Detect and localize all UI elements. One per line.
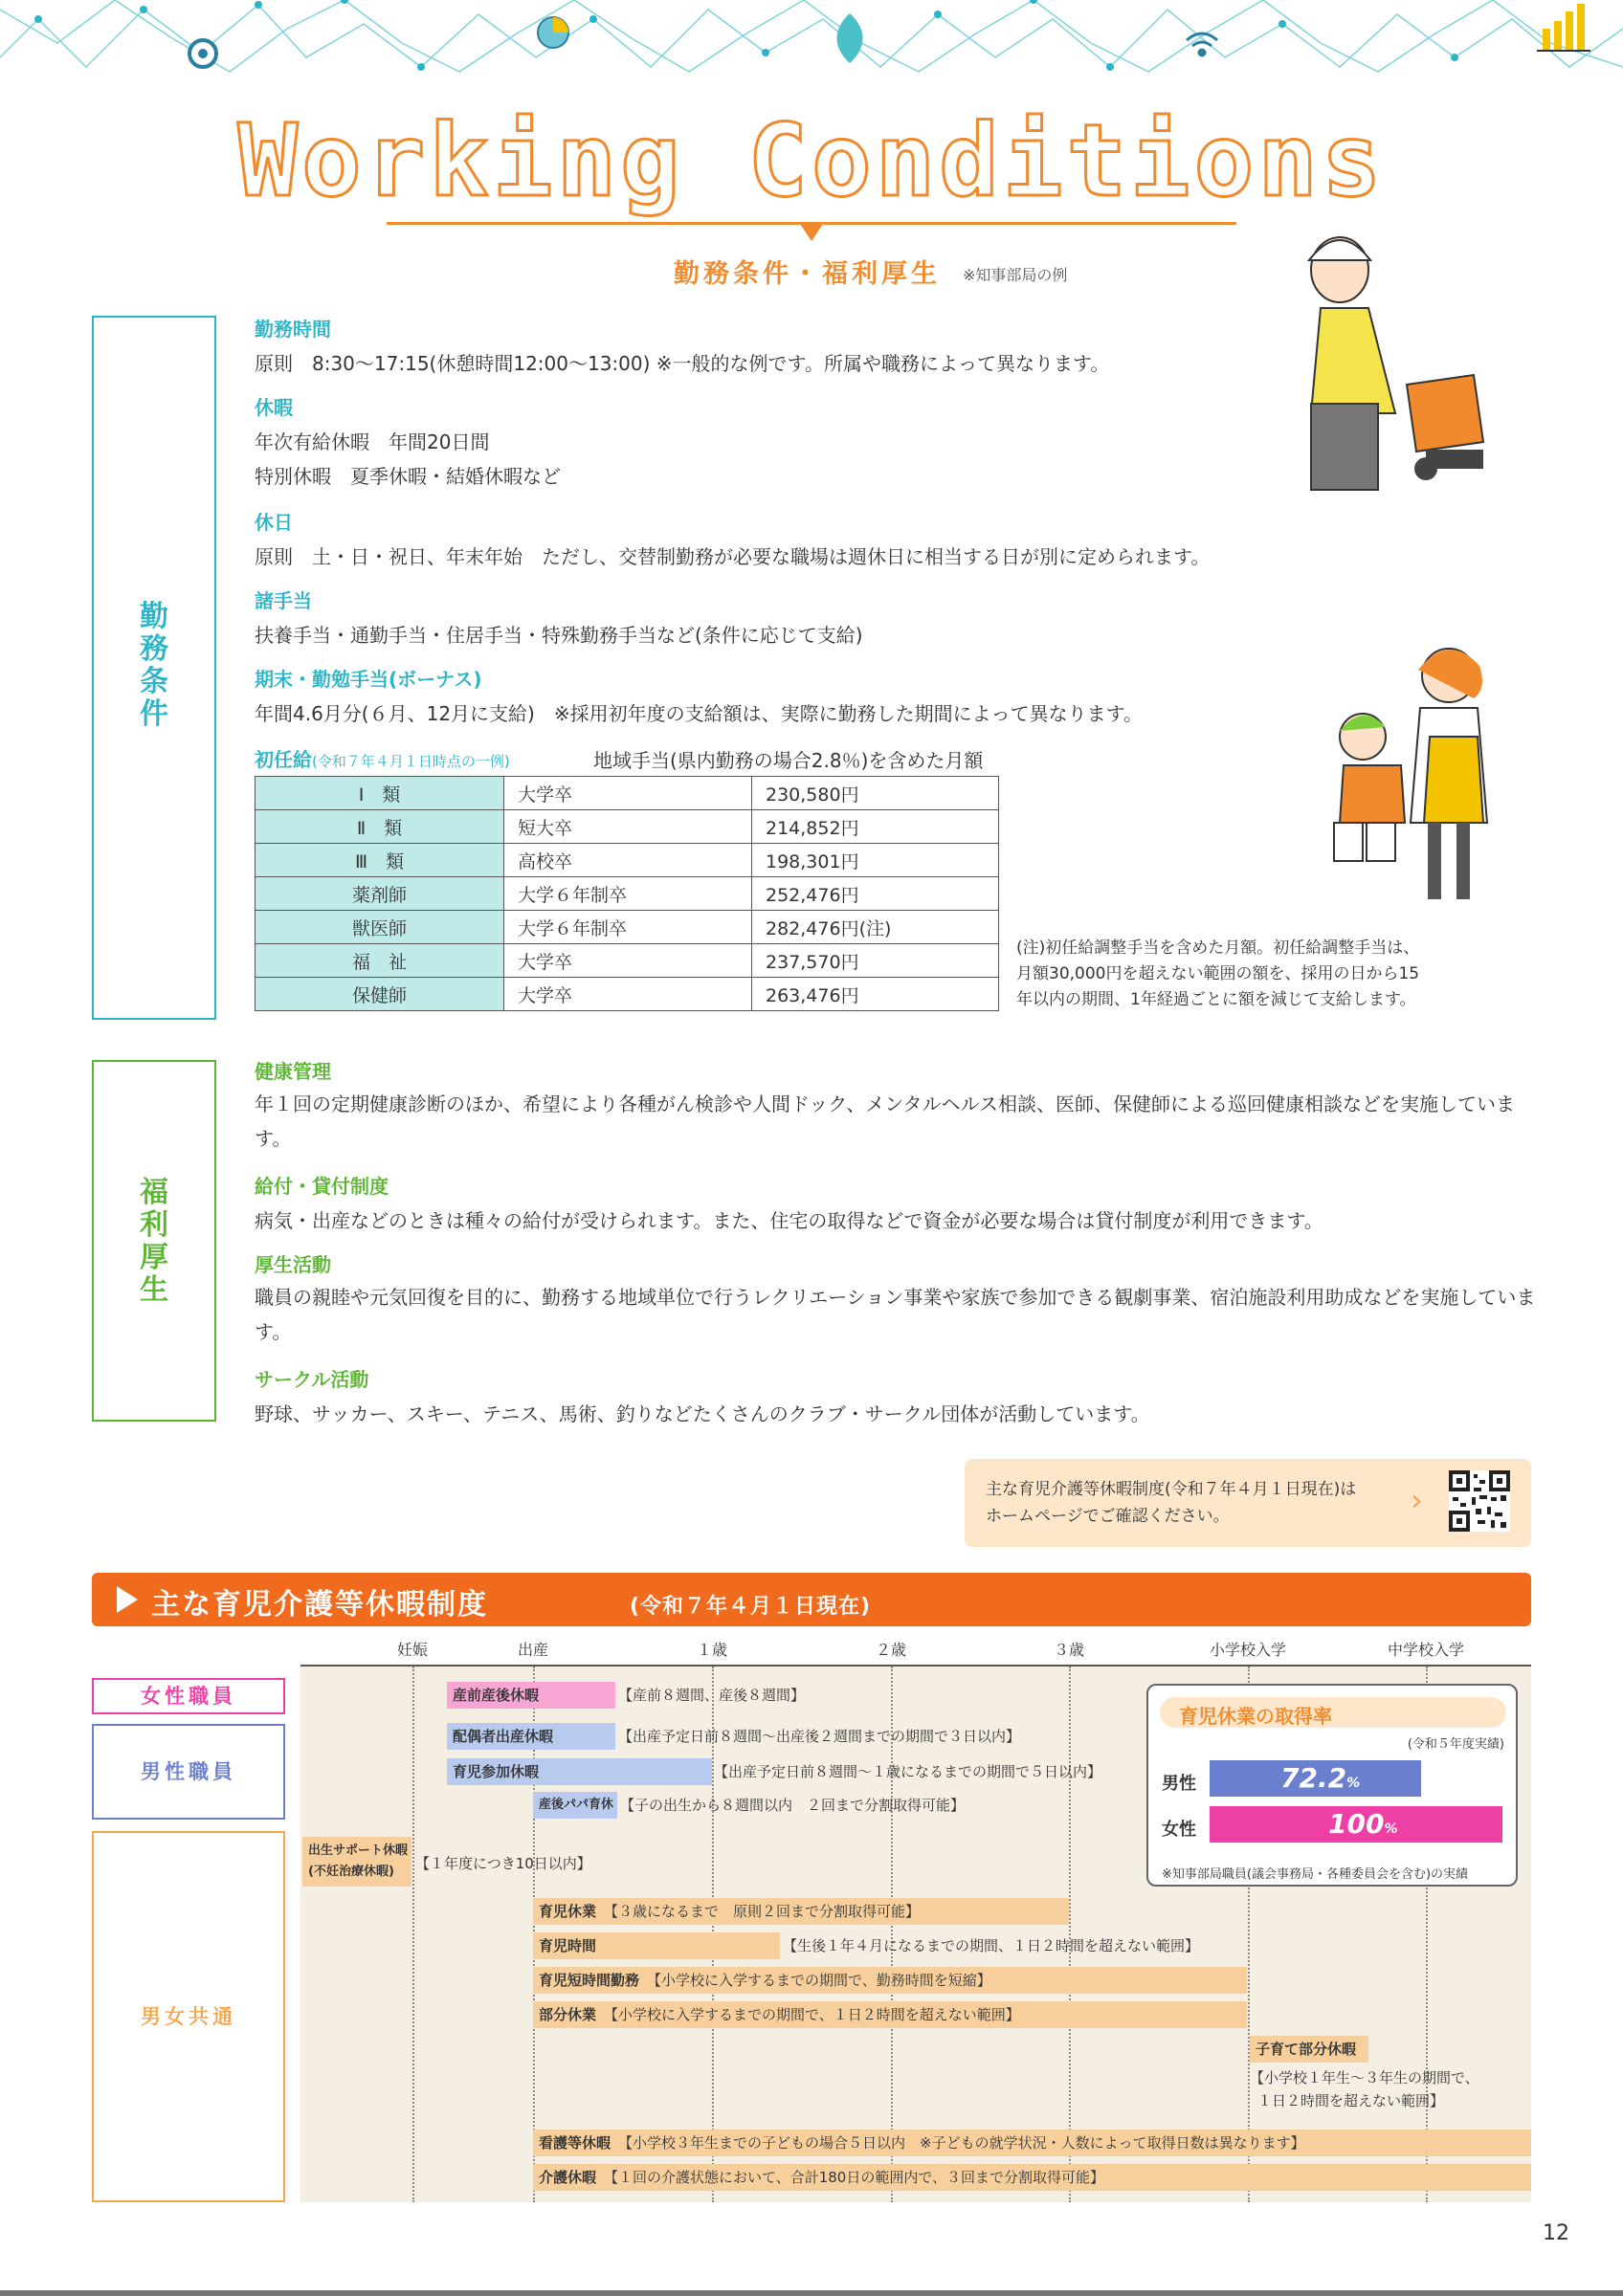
qr-notice-line: 主な育児介護等休暇制度(令和７年４月１日現在)は: [986, 1480, 1357, 1499]
timeline-label: ３歳: [1053, 1641, 1085, 1659]
leave-bar-maternity: 産前産後休暇: [447, 1682, 615, 1709]
working-conditions-box: [92, 316, 216, 1020]
salary-education: 大学卒: [504, 944, 752, 978]
circle-heading: サークル活動: [255, 1368, 369, 1391]
leave-note-papa-leave: 【子の出生から８週間以内 ２回まで分割取得可能】: [620, 1797, 966, 1814]
rate-title: 育児休業の取得率: [1179, 1705, 1332, 1728]
salary-amount: 198,301円: [752, 844, 999, 877]
leave-note-childcare-participation: 【出産予定日前８週間〜１歳になるまでの期間で５日以内】: [714, 1763, 1102, 1780]
salary-footnote-line: 月額30,000円を超えない範囲の額を、採用の日から15: [1016, 964, 1420, 983]
salary-education: 大学卒: [504, 777, 752, 810]
bar-chart-icon: [1537, 4, 1590, 51]
rate-footnote: ※知事部局職員(議会事務局・各種委員会を含む)の実績: [1162, 1867, 1469, 1882]
mother-child-illustration: [1305, 631, 1506, 918]
starting-salary-table: [255, 776, 999, 1011]
rate-male-value: 72.2%: [1280, 1762, 1361, 1794]
leave-note-childcare-time: 【生後１年４月になるまでの期間、１日２時間を超えない範囲】: [783, 1937, 1200, 1954]
welfare-box: [92, 1060, 216, 1422]
salary-heading-text: 初任給: [255, 748, 312, 771]
table-row: [256, 911, 999, 944]
leave-bar-birth-support: [302, 1837, 411, 1887]
salary-description: 地域手当(県内勤務の場合2.8％)を含めた月額: [593, 749, 984, 772]
homepage-qr-notice[interactable]: [965, 1459, 1531, 1547]
birth-support-label: 出生サポート休暇: [308, 1843, 409, 1858]
parenting-partial-note-line: 【小学校１年生〜３年生の期間で、: [1250, 2069, 1479, 2086]
leave-bar-partial-leave: [533, 2001, 1247, 2028]
page-number: 12: [1543, 2221, 1569, 2245]
salary-amount: 282,476円(注): [752, 911, 999, 944]
category-female: 女性職員: [92, 1678, 285, 1714]
chevron-right-icon: ›: [1411, 1482, 1423, 1518]
leave-system-date: (令和７年４月１日現在): [630, 1595, 872, 1619]
header-network-decoration: [0, 0, 1623, 77]
activity-text: 職員の親睦や元気回復を目的に、勤務する地域単位で行うレクリエーション事業や家族で参加できる観劇事業、宿泊施設利用助成などを実施しています。: [255, 1286, 1536, 1343]
salary-type: 獣医師: [256, 911, 504, 944]
worker-illustration: [1282, 212, 1502, 509]
leave-note-maternity: 【産前８週間、産後８週間】: [618, 1687, 806, 1704]
caregiving-note: 【１回の介護状態において、合計180日の範囲内で、３回まで分割取得可能】: [604, 2169, 1105, 2186]
leave-bar-childcare-participation: 育児参加休暇: [447, 1758, 712, 1785]
gear-icon: [189, 40, 216, 67]
qr-code-icon[interactable]: [1449, 1470, 1510, 1532]
childcare-leave-label: 育児休業: [539, 1903, 597, 1920]
holiday-heading: 休日: [255, 511, 293, 534]
caregiving-label: 介護休暇: [539, 2169, 597, 2186]
salary-type: 薬剤師: [256, 877, 504, 911]
timeline-label: 中学校入学: [1387, 1641, 1465, 1659]
timeline-label: １歳: [696, 1641, 728, 1659]
leave-heading: 休暇: [255, 396, 293, 419]
salary-type: 福 祉: [256, 944, 504, 978]
bottom-rule: [0, 2290, 1623, 2296]
salary-amount: 263,476円: [752, 978, 999, 1011]
leave-bar-childcare-time: 育児時間: [533, 1932, 780, 1959]
table-row: [256, 844, 999, 877]
partial-leave-note: 【小学校に入学するまでの期間で、１日２時間を超えない範囲】: [604, 2006, 1020, 2023]
rate-male-bar: [1210, 1760, 1421, 1797]
leave-bar-childcare-leave: [533, 1898, 1069, 1925]
table-row: [256, 978, 999, 1011]
activity-heading: 厚生活動: [255, 1253, 331, 1276]
leave-system-header: [92, 1573, 1531, 1626]
title-pointer: [800, 224, 823, 241]
short-hours-label: 育児短時間勤務: [539, 1972, 640, 1989]
parenting-partial-note-line: １日２時間を超えない範囲】: [1257, 2092, 1445, 2109]
table-row: [256, 944, 999, 978]
rate-title-pill: [1160, 1697, 1506, 1728]
leave-bar-caregiving: [533, 2164, 1531, 2191]
rate-note: (令和５年度実績): [1407, 1737, 1504, 1752]
salary-amount: 252,476円: [752, 877, 999, 911]
allowance-text: 扶養手当・通勤手当・住居手当・特殊勤務手当など(条件に応じて支給): [255, 624, 863, 647]
leave-system-title: 主な育児介護等休暇制度: [151, 1588, 488, 1622]
salary-type: Ⅱ 類: [256, 810, 504, 844]
holiday-text: 原則 土・日・祝日、年末年始 ただし、交替制勤務が必要な職場は週休日に相当する日が別に定められます。: [255, 545, 1211, 568]
category-male: 男性職員: [92, 1724, 285, 1820]
salary-heading-note: (令和７年４月１日時点の一例): [312, 753, 510, 770]
leave-note-spouse-birth: 【出産予定日前８週間〜出産後２週間までの期間で３日以内】: [618, 1728, 1021, 1745]
childcare-leave-note: 【３歳になるまで 原則２回まで分割取得可能】: [604, 1903, 921, 1920]
leave-note-birth-support: 【１年度につき10日以内】: [415, 1855, 591, 1872]
bonus-text: 年間4.6月分(６月、12月に支給) ※採用初年度の支給額は、実際に勤務した期間によって異なります。: [255, 702, 1144, 725]
salary-footnote-line: 年以内の期間、1年経過ごとに額を減じて支給します。: [1016, 990, 1416, 1009]
allowance-heading: 諸手当: [255, 589, 312, 612]
welfare-label: 福利厚生: [140, 1176, 168, 1307]
leave-bar-nursing-care: [533, 2130, 1531, 2156]
leave-bar-parenting-partial: 子育て部分休暇: [1250, 2036, 1368, 2063]
timeline-label: 妊娠: [396, 1641, 429, 1659]
play-arrow-icon: [117, 1586, 138, 1613]
table-row: [256, 877, 999, 911]
health-heading: 健康管理: [255, 1060, 331, 1083]
circle-text: 野球、サッカー、スキー、テニス、馬術、釣りなどたくさんのクラブ・サークル団体が活動しています。: [255, 1402, 1150, 1425]
qr-notice-text: [986, 1476, 1356, 1530]
health-text: 年１回の定期健康診断のほか、希望により各種がん検診や人間ドック、メンタルヘルス相談、医師、保健師による巡回健康相談などを実施しています。: [255, 1093, 1515, 1150]
working-conditions-label: 勤務条件: [140, 600, 168, 731]
salary-education: 大学６年制卒: [504, 877, 752, 911]
salary-type: 保健師: [256, 978, 504, 1011]
page-title: Working Conditions: [237, 102, 1386, 219]
benefit-text: 病気・出産などのときは種々の給付が受けられます。また、住宅の取得などで資金が必要な場合は貸付制度が利用できます。: [255, 1209, 1323, 1232]
page-subtitle: 勤務条件・福利厚生: [674, 259, 941, 289]
benefit-heading: 給付・貸付制度: [255, 1175, 389, 1198]
timeline-label: ２歳: [875, 1641, 907, 1659]
leaf-icon: [837, 13, 863, 63]
leave-bar-papa-leave: 産後パパ育休: [533, 1792, 617, 1819]
salary-heading: [255, 744, 510, 772]
salary-type: Ⅲ 類: [256, 844, 504, 877]
childcare-leave-rate-box: [1146, 1684, 1518, 1887]
timeline-label: 小学校入学: [1209, 1641, 1287, 1659]
category-both: 男女共通: [92, 1831, 285, 2202]
salary-amount: 230,580円: [752, 777, 999, 810]
table-row: [256, 810, 999, 844]
nursing-care-label: 看護等休暇: [539, 2134, 611, 2152]
qr-notice-line: ホームページでご確認ください。: [986, 1507, 1230, 1526]
leave-note-parenting-partial: [1250, 2066, 1479, 2112]
leave-text-2: 特別休暇 夏季休暇・結婚休暇など: [255, 465, 561, 488]
salary-amount: 237,570円: [752, 944, 999, 978]
leave-bar-short-hours: [533, 1967, 1247, 1994]
work-hours-text: 原則 8:30〜17:15(休憩時間12:00〜13:00) ※一般的な例です。所属や職務によって異なります。: [255, 352, 1110, 375]
timeline-axis: [300, 1665, 1531, 1667]
timeline-gridline: [412, 1667, 414, 2202]
rate-female-bar: [1210, 1806, 1502, 1843]
salary-amount: 214,852円: [752, 810, 999, 844]
short-hours-note: 【小学校に入学するまでの期間で、勤務時間を短縮】: [647, 1972, 991, 1989]
partial-leave-label: 部分休業: [539, 2006, 597, 2023]
salary-education: 短大卒: [504, 810, 752, 844]
salary-education: 大学卒: [504, 978, 752, 1011]
table-row: [256, 777, 999, 810]
rate-female-value: 100%: [1328, 1808, 1398, 1840]
page-subnote: ※知事部局の例: [963, 266, 1068, 284]
leave-bar-spouse-birth: 配偶者出産休暇: [447, 1723, 615, 1750]
salary-education: 大学６年制卒: [504, 911, 752, 944]
nursing-care-note: 【小学校３年生までの子どもの場合５日以内 ※子どもの就学状況・人数によって取得日数は異なります】: [618, 2134, 1305, 2152]
rate-female-label: 女性: [1162, 1820, 1196, 1840]
pie-chart-icon: [538, 17, 568, 48]
rate-male-label: 男性: [1162, 1774, 1196, 1794]
birth-support-sublabel: (不妊治療休暇): [308, 1865, 394, 1879]
salary-education: 高校卒: [504, 844, 752, 877]
bonus-heading: 期末・勤勉手当(ボーナス): [255, 668, 482, 691]
work-hours-heading: 勤務時間: [255, 318, 331, 341]
salary-footnote: [1016, 936, 1419, 1013]
leave-text-1: 年次有給休暇 年間20日間: [255, 430, 490, 453]
timeline-label: 出産: [517, 1641, 549, 1659]
salary-type: Ⅰ 類: [256, 777, 504, 810]
salary-footnote-line: (注)初任給調整手当を含めた月額。初任給調整手当は、: [1016, 938, 1420, 958]
